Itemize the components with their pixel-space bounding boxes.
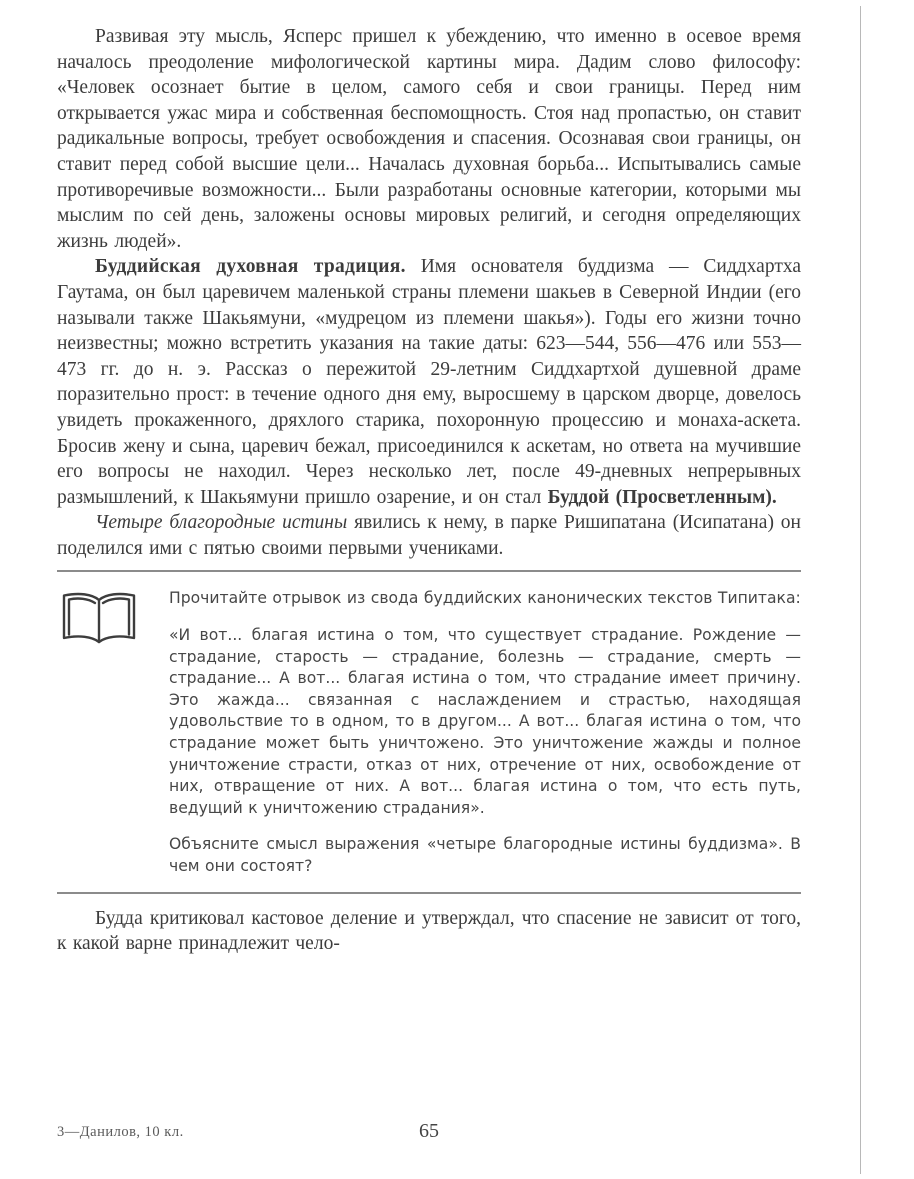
paragraph-buddhist-heading: Буддийская духовная традиция. <box>95 256 406 278</box>
paragraph-buddha-castes-text: Будда критиковал кастовое деление и утверждал, что спасение не зависит от того, к какой варне принадлежит чело- <box>57 907 801 955</box>
page-number: 65 <box>419 1120 439 1142</box>
printers-signature: 3—Данилов, 10 кл. <box>57 1124 184 1140</box>
page-edge-line <box>860 6 861 1174</box>
sidebar-quote: «И вот... благая истина о том, что существует страдание. Рождение — страдание, старость — страдание, болезнь — страдание, смерть — страдание... А вот... благая истина о том, что страдание имеет причину. Это жажда... связанная с наслаждением и страстью, находящая удовольствие то в одном, то в другом... А вот... благая истина о том, что страдание может быть уничтожено. Это уничтожение жажды и полное уничтожение страсти, отказ от них, отречение от них, освобождение от них, отвращение от них. А вот... благая истина о том, что есть путь, ведущий к уничтожению страдания». <box>169 626 801 817</box>
paragraph-buddhist-tradition <box>57 254 801 510</box>
open-book-icon <box>59 590 169 650</box>
sidebar-question: Объясните смысл выражения «четыре благородные истины буддизма». В чем они состоят? <box>169 835 801 875</box>
paragraph-four-truths-term: Четыре благородные истины <box>95 512 348 534</box>
sidebar-text-column <box>169 588 801 885</box>
paragraph-buddhist-bold-term: Буддой (Просветленным). <box>547 486 777 508</box>
sidebar-icon-column <box>59 588 169 885</box>
paragraph-four-truths-text: явились к нему, в парке Ришипатана (Исипатана) он поделился ими с пятью своими первыми учениками. <box>57 512 801 559</box>
paragraph-jaspers <box>57 24 801 254</box>
page-footer <box>57 1117 801 1143</box>
reading-sidebar <box>57 572 801 891</box>
sidebar-instruction: Прочитайте отрывок из свода буддийских канонических текстов Типитака: <box>169 589 801 608</box>
paragraph-buddha-castes <box>57 906 801 957</box>
paragraph-buddhist-text: Имя основателя буддизма — Сиддхартха Гаутама, он был царевичем маленькой страны племени шакьев в Северной Индии (его называли также Шакьямуни, «мудрецом из племени шакья»). Годы его жизни точно неизвестны; можно встретить указания на такие даты: 623—544, 556—476 или 553—473 гг. до н. э. Рассказ о пережитой 29-летним Сиддхартхой душевной драме поразительно прост: в течение одного дня ему, выросшему в царском дворце, довелось увидеть прокаженного, дряхлого старика, похоронную процессию и монаха-аскета. Бросив жену и сына, царевич бежал, присоединился к аскетам, но ответа на мучившие его вопросы не находил. Через несколько лет, после 49-дневных непрерывных размышлений, к Шакьямуни пришло озарение, и он стал <box>57 256 801 508</box>
paragraph-jaspers-text: Развивая эту мысль, Ясперс пришел к убеждению, что именно в осевое время началось преодоление мифологической картины мира. Дадим слово философу: «Человек осознает бытие в целом, самого себя и свои границы. Перед ним открывается ужас мира и собственная беспомощность. Стоя над пропастью, он ставит радикальные вопросы, требует освобождения и спасения. Осознавая свои границы, он ставит перед собой высшие цели... Началась духовная борьба... Испытывались самые противоречивые возможности... Были разработаны основные категории, которыми мы мыслим по сей день, заложены основы мировых религий, и сегодня определяющих жизнь людей». <box>57 26 801 252</box>
paragraph-four-truths <box>57 510 801 561</box>
divider-bottom <box>57 892 801 894</box>
